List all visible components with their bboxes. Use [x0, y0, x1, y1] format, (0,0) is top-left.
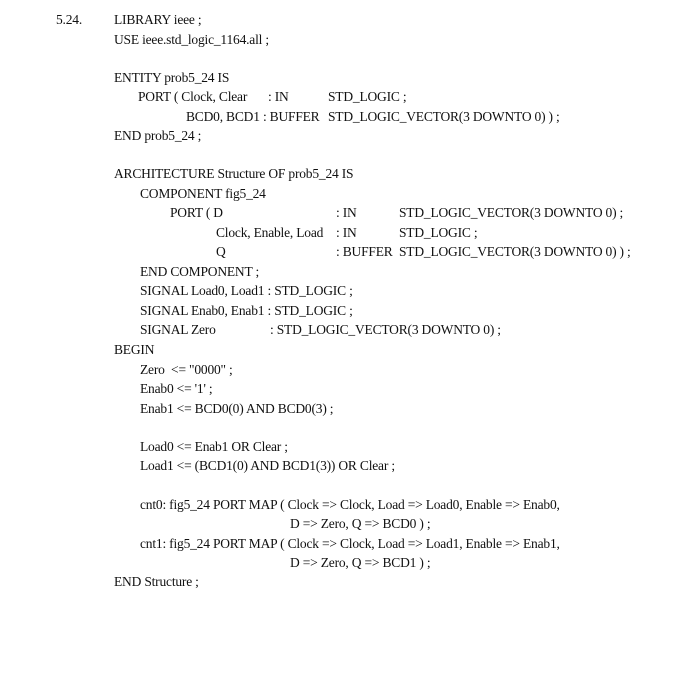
- code-line-signal-enab: SIGNAL Enab0, Enab1 : STD_LOGIC ;: [140, 303, 353, 318]
- code-line-cport-q-type: STD_LOGIC_VECTOR(3 DOWNTO 0) ) ;: [399, 244, 631, 259]
- code-line-port-bcd: BCD0, BCD1 : BUFFER: [186, 109, 320, 124]
- code-line-assign-enab0: Enab0 <= '1' ;: [140, 381, 213, 396]
- code-line-cport-clock-enable-load-mode: : IN: [336, 225, 357, 240]
- code-line-assign-zero: Zero <= "0000" ;: [140, 362, 233, 377]
- code-line-portmap-cnt1-cont: D => Zero, Q => BCD1 ) ;: [290, 555, 431, 570]
- code-line-component-head: COMPONENT fig5_24: [140, 186, 266, 201]
- code-line-portmap-cnt1: cnt1: fig5_24 PORT MAP ( Clock => Clock, Load => Load1, Enable => Enab1,: [140, 536, 560, 551]
- code-line-use: USE ieee.std_logic_1164.all ;: [114, 32, 269, 47]
- code-line-cport-q-mode: : BUFFER: [336, 244, 393, 259]
- code-line-cport-d-mode: : IN: [336, 205, 357, 220]
- code-line-component-end: END COMPONENT ;: [140, 264, 260, 279]
- code-line-cport-q: Q: [216, 244, 226, 259]
- code-line-port-clock-clear-type: STD_LOGIC ;: [328, 89, 407, 104]
- code-line-assign-load1: Load1 <= (BCD1(0) AND BCD1(3)) OR Clear ;: [140, 458, 395, 473]
- code-line-cport-d: PORT ( D: [170, 205, 223, 220]
- code-line-portmap-cnt0: cnt0: fig5_24 PORT MAP ( Clock => Clock, Load => Load0, Enable => Enab0,: [140, 497, 560, 512]
- code-line-assign-enab1: Enab1 <= BCD0(0) AND BCD0(3) ;: [140, 401, 334, 416]
- code-line-signal-load: SIGNAL Load0, Load1 : STD_LOGIC ;: [140, 283, 353, 298]
- code-line-library: LIBRARY ieee ;: [114, 12, 202, 27]
- code-line-signal-zero-type: : STD_LOGIC_VECTOR(3 DOWNTO 0) ;: [270, 322, 501, 337]
- code-line-port-clock-clear-mode: : IN: [268, 89, 289, 104]
- code-line-architecture-head: ARCHITECTURE Structure OF prob5_24 IS: [114, 166, 354, 181]
- code-line-architecture-end: END Structure ;: [114, 574, 199, 589]
- code-line-cport-clock-enable-load-type: STD_LOGIC ;: [399, 225, 478, 240]
- code-line-signal-zero: SIGNAL Zero: [140, 322, 216, 337]
- code-line-port-clock-clear: PORT ( Clock, Clear: [138, 89, 248, 104]
- code-line-cport-d-type: STD_LOGIC_VECTOR(3 DOWNTO 0) ;: [399, 205, 624, 220]
- problem-number: 5.24.: [56, 12, 83, 27]
- code-line-cport-clock-enable-load: Clock, Enable, Load: [216, 225, 324, 240]
- code-line-begin: BEGIN: [114, 342, 155, 357]
- code-line-entity-head: ENTITY prob5_24 IS: [114, 70, 230, 85]
- code-line-assign-load0: Load0 <= Enab1 OR Clear ;: [140, 439, 288, 454]
- code-line-portmap-cnt0-cont: D => Zero, Q => BCD0 ) ;: [290, 516, 431, 531]
- code-line-port-bcd-type: STD_LOGIC_VECTOR(3 DOWNTO 0) ) ;: [328, 109, 560, 124]
- code-line-entity-end: END prob5_24 ;: [114, 128, 202, 143]
